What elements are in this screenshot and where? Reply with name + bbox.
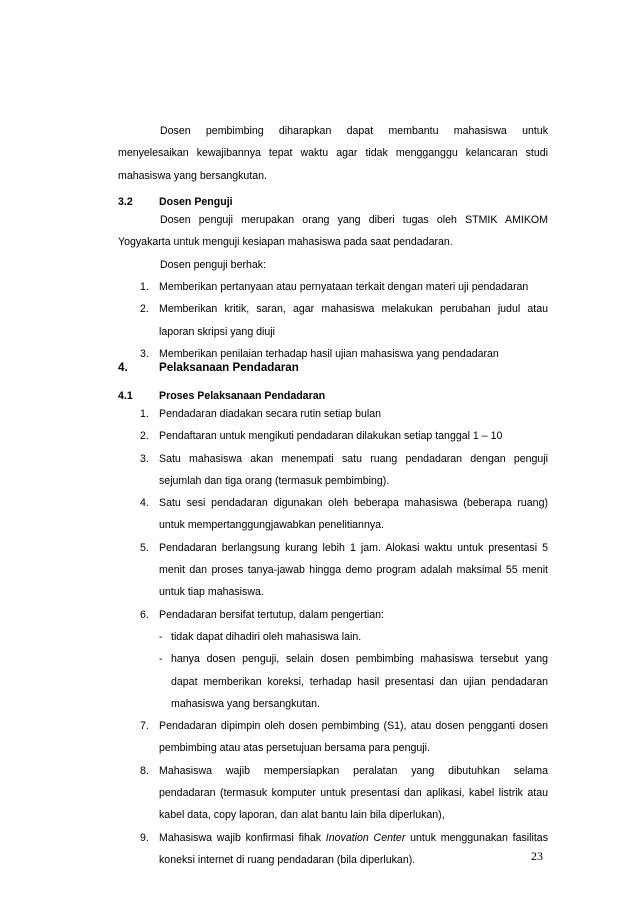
section-number: 4.1 — [118, 390, 133, 402]
list-line: menit dan proses tanya-jawab hingga demo program adalah maksimal 55 menit — [159, 564, 548, 577]
list-line: koneksi internet di ruang pendadaran (bila diperlukan). — [159, 853, 416, 866]
sub-line: hanya dosen penguji, selain dosen pembimbing mahasiswa tersebut yang — [171, 653, 548, 666]
sub-line: tidak dapat dihadiri oleh mahasiswa lain. — [171, 630, 362, 643]
list-item — [118, 425, 548, 447]
list-item — [118, 403, 548, 425]
list-item — [118, 298, 548, 343]
list-item — [118, 276, 548, 298]
para-line: Yogyakarta untuk menguji kesiapan mahasiswa pada saat pendadaran. — [118, 236, 453, 249]
list-item — [118, 827, 548, 872]
list-item — [118, 492, 548, 537]
section-title: Dosen Penguji — [159, 196, 233, 208]
list-number: 1. — [140, 281, 149, 293]
sub-line: mahasiswa yang bersangkutan. — [171, 697, 320, 710]
list-line: Pendadaran diadakan secara rutin setiap bulan — [159, 408, 382, 420]
intro-line: Dosen pembimbing diharapkan dapat membantu mahasiswa untuk — [160, 125, 548, 137]
list-number: 7. — [140, 720, 149, 733]
list-line: Memberikan penilaian terhadap hasil ujian mahasiswa yang pendadaran — [159, 347, 499, 360]
dash-bullet: - — [159, 630, 163, 643]
section-number: 4. — [118, 361, 128, 374]
list-item — [118, 537, 548, 604]
list-number: 8. — [140, 764, 149, 777]
list-line: sejumlah dan tiga orang (termasuk pembimbing). — [159, 474, 390, 487]
intro-paragraph — [118, 120, 548, 187]
list-number: 6. — [140, 608, 149, 621]
intro-line: menyelesaikan kewajibannya tepat waktu agar tidak mengganggu kelancaran studi — [118, 147, 548, 160]
list-number: 1. — [140, 408, 149, 420]
rights-label: Dosen penguji berhak: — [160, 258, 267, 271]
list-item — [118, 604, 548, 626]
section-4-1-list — [118, 403, 548, 871]
dash-bullet: - — [159, 653, 163, 666]
list-line: Pendaftaran untuk mengikuti pendadaran dilakukan setiap tanggal 1 – 10 — [159, 430, 503, 443]
intro-line: mahasiswa yang bersangkutan. — [118, 169, 267, 182]
sub-item — [118, 648, 548, 715]
list-line: laporan skripsi yang diuji — [159, 325, 276, 338]
list-number: 9. — [140, 831, 149, 844]
list-line: Mahasiswa wajib mempersiapkan peralatan yang dibutuhkan selama — [159, 764, 548, 777]
list-line: Pendadaran dipimpin oleh dosen pembimbing (S1), atau dosen pengganti dosen — [159, 720, 548, 733]
rich-text: untuk menggunakan fasilitas — [405, 831, 548, 844]
list-number: 3. — [140, 347, 149, 360]
list-line: Satu sesi pendadaran digunakan oleh beberapa mahasiswa (beberapa ruang) — [159, 497, 548, 510]
section-3-2-list — [118, 276, 548, 365]
rich-text: Mahasiswa wajib konfirmasi fihak — [159, 831, 326, 844]
list-line: Memberikan pertanyaan atau pernyataan terkait dengan materi uji pendadaran — [159, 281, 529, 293]
list-line — [159, 827, 548, 849]
list-number: 4. — [140, 497, 149, 510]
list-number: 5. — [140, 541, 149, 554]
list-item — [118, 715, 548, 760]
section-title: Pelaksanaan Pendadaran — [159, 361, 299, 374]
section-number: 3.2 — [118, 196, 133, 208]
sub-line: dapat memberikan koreksi, terhadap hasil presentasi dan ujian pendadaran — [171, 675, 548, 688]
list-line: pendadaran (termasuk komputer untuk presentasi dan aplikasi, kabel listrik atau — [159, 787, 548, 800]
list-item — [118, 448, 548, 493]
list-line: Satu mahasiswa akan menempati satu ruang pendadaran dengan penguji — [159, 452, 548, 465]
sub-item — [118, 626, 548, 648]
section-3-2-paragraph — [118, 209, 548, 276]
list-line: untuk mempertanggungjawabkan penelitiannya. — [159, 519, 384, 532]
list-line: Memberikan kritik, saran, agar mahasiswa melakukan perubahan judul atau — [159, 303, 548, 316]
italic-term: Inovation Center — [325, 831, 406, 844]
list-line: pembimbing atau atas persetujuan bersama para penguji. — [159, 742, 430, 755]
list-line: Pendadaran berlangsung kurang lebih 1 jam. Alokasi waktu untuk presentasi 5 — [159, 541, 548, 554]
list-number: 2. — [140, 430, 149, 443]
para-line: Dosen penguji merupakan orang yang diberi tugas oleh STMIK AMIKOM — [160, 214, 548, 226]
list-number: 2. — [140, 303, 149, 316]
list-item — [118, 760, 548, 827]
page-number: 23 — [531, 849, 543, 863]
section-title: Proses Pelaksanaan Pendadaran — [159, 390, 326, 402]
list-line: Pendadaran bersifat tertutup, dalam pengertian: — [159, 608, 384, 621]
list-line: kabel data, copy laporan, dan alat bantu lain bila diperlukan), — [159, 809, 445, 822]
list-number: 3. — [140, 452, 149, 465]
list-line: untuk tiap mahasiswa. — [159, 586, 264, 599]
